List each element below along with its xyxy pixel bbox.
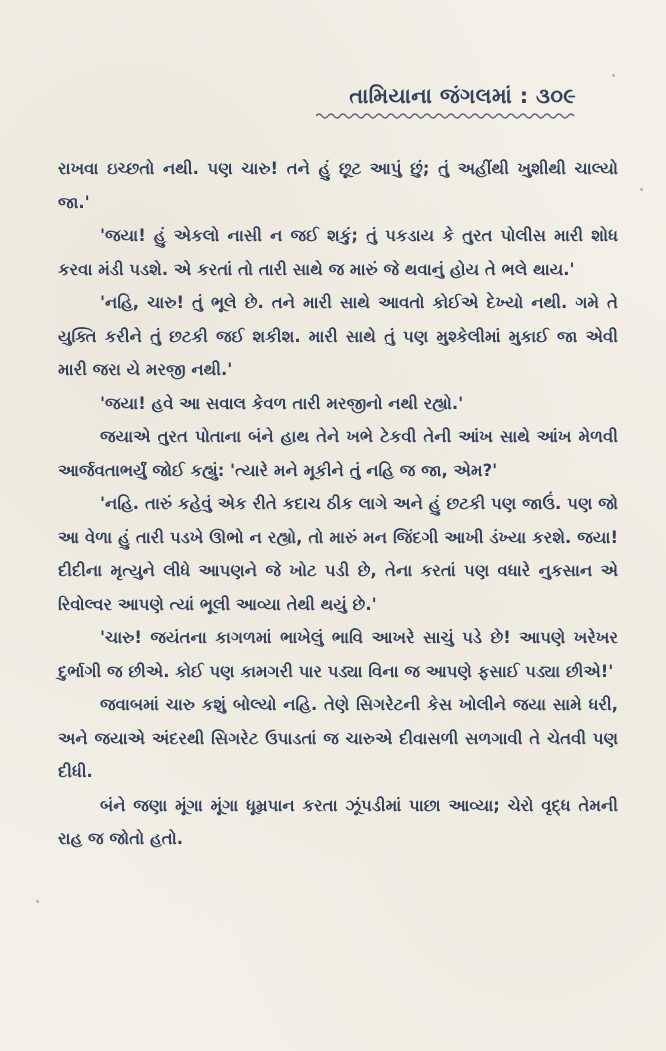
page-header [316, 84, 576, 121]
paragraph-8: જવાબમાં ચારુ કશું બોલ્યો નહિ. તેણે સિગરેટની કેસ ખોલીને જયા સામે ધરી, અને જયાએ અંદરથી સિગરેટ ઉપાડતાં જ ચારુએ દીવાસળી સળગાવી તે ચેતવી પણ દીધી. [58, 695, 618, 781]
paragraph-1: રાખવા ઇચ્છતો નથી. પણ ચારુ! તને હું છૂટ આપું છું; તું અહીંથી ખુશીથી ચાલ્યો જા.' [58, 159, 618, 212]
paragraph-3: 'નહિ, ચારુ! તું ભૂલે છે. તને મારી સાથે આવતો કોઈએ દેખ્યો નથી. ગમે તે યુક્તિ કરીને તું છટકી જઈ શકીશ. મારી સાથે તું પણ મુશ્કેલીમાં મુકાઈ જા એવી મારી જરા યે મરજી નથી.' [58, 293, 618, 379]
body-text [58, 152, 618, 856]
paper-speck [612, 74, 615, 77]
paper-speck [36, 900, 39, 903]
paragraph-6: 'નહિ. તારું કહેવું એક રીતે કદાચ ઠીક લાગે અને હું છટકી પણ જાઉં. પણ જો આ વેળા હું તારી પડખે ઊભો ન રહ્યો, તો મારું મન જિંદગી આખી ડંખ્યા કરશે. જયા! દીદીના મૃત્યુને લીધે આપણને જે ખોટ પડી છે, તેના કરતાં પણ વધારે નુકસાન એ રિવોલ્વર આપણે ત્યાં ભૂલી આવ્યા તેથી થયું છે.' [58, 494, 618, 614]
paragraph-9: બંને જણા મૂંગા મૂંગા ધૂમ્રપાન કરતા ઝૂંપડીમાં પાછા આવ્યા; ચેરો વૃદ્ધ તેમની રાહ જ જોતો હતો. [58, 795, 618, 848]
running-title: તામિયાના જંગલમાં : ૩૦૯ [349, 84, 576, 108]
paragraph-5: જયાએ તુરત પોતાના બંને હાથ તેને ખભે ટેકવી તેની આંખ સાથે આંખ મેળવી આર્જવતાભર્યું જોઈ કહ્યું: 'ત્યારે મને મૂકીને તું નહિ જ જા, એમ?' [58, 427, 618, 480]
paragraph-7: 'ચારુ! જયંતના કાગળમાં ભાખેલું ભાવિ આખરે સાચું પડે છે! આપણે ખરેખર દુર્ભાગી જ છીએ. કોઈ પણ કામગરી પાર પડ્યા વિના જ આપણે ફસાઈ પડ્યા છીએ!' [58, 628, 618, 681]
wavy-header-rule [316, 111, 576, 121]
paper-speck [640, 188, 643, 191]
paragraph-2: 'જયા! હું એકલો નાસી ન જઈ શકું; તું પકડાય કે તુરત પોલીસ મારી શોધ કરવા મંડી પડશે. એ કરતાં તો તારી સાથે જ મારું જે થવાનું હોય તે ભલે થાય.' [58, 226, 618, 279]
paragraph-4: 'જયા! હવે આ સવાલ કેવળ તારી મરજીનો નથી રહ્યો.' [100, 393, 464, 413]
